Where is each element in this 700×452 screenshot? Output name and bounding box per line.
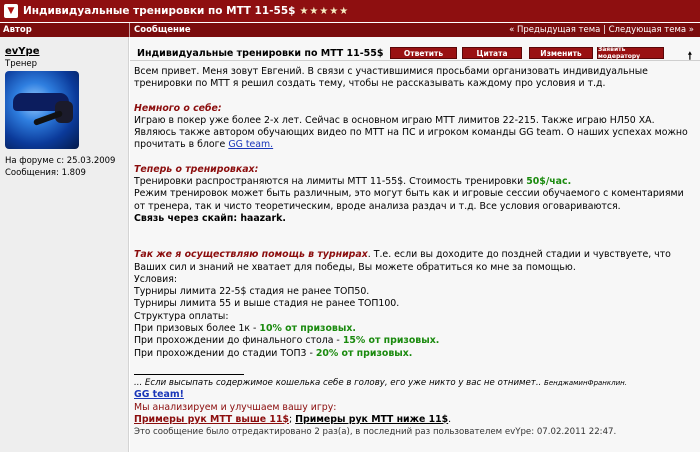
rating-stars: ★★★★★ xyxy=(299,5,350,17)
analyze-text: Мы анализируем и улучшаем вашу игру: xyxy=(134,401,337,413)
topic-title-bar xyxy=(0,0,700,22)
author-name[interactable]: evYpe xyxy=(5,46,40,57)
column-header-bar xyxy=(0,23,700,37)
edit-button[interactable]: Изменить xyxy=(529,47,593,59)
next-topic-link[interactable]: Следующая тема » xyxy=(608,25,694,35)
avatar xyxy=(5,71,79,149)
payout-3-value: 20% от призовых. xyxy=(315,347,413,359)
payout-3-text: При прохождении до стадии ТОП3 - xyxy=(134,347,316,359)
author-post-count: Сообщения: 1.809 xyxy=(5,168,86,178)
examples-separator: ; xyxy=(289,413,296,425)
skype-contact: Связь через скайп: haazark. xyxy=(134,212,286,224)
report-moderator-button[interactable]: Заявить модератору xyxy=(597,47,664,59)
training-heading: Теперь о тренировках: xyxy=(134,163,259,175)
post-content-area xyxy=(130,37,700,452)
down-arrow-icon[interactable]: ▼ xyxy=(4,4,18,18)
training-price-line xyxy=(134,176,696,188)
examples-below-link[interactable]: Примеры рук МТТ ниже 11$ xyxy=(295,413,449,425)
up-arrow-icon[interactable]: 🠕 xyxy=(687,51,692,62)
gg-team-blog-link[interactable]: GG team. xyxy=(228,139,274,151)
prev-topic-link[interactable]: « Предыдущая тема xyxy=(509,25,601,35)
topic-title: Индивидуальные тренировки по МТТ 11-55$ xyxy=(23,5,296,17)
author-joined: На форуме с: 25.03.2009 xyxy=(5,156,116,166)
topic-navigation xyxy=(509,25,694,35)
author-panel xyxy=(0,37,129,452)
condition-2: Турниры лимита 55 и выше стадия не ранее ТОП100. xyxy=(134,298,400,310)
gg-team-link[interactable]: GG team! xyxy=(134,389,184,401)
intro-paragraph: Всем привет. Меня зовут Евгений. В связи с участившимися просьбами организовать индивидуальные тренировки по МТТ я решил создать тему, чтобы не рассказывать каждому про условия и т.д. xyxy=(134,66,648,90)
about-heading: Немного о себе: xyxy=(134,102,222,114)
post-title: Индивидуальные тренировки по МТТ 11-55$ xyxy=(137,48,384,59)
nav-separator: | xyxy=(603,25,606,35)
tournament-text: . Т.е. если вы доходите до поздней стадии и чувствуете, что Ваших сил и знаний не хватает для победы, Вы можете обратиться ко мне за помощью. xyxy=(134,249,671,273)
payout-1-text: При призовых более 1к - xyxy=(134,323,260,335)
signature-divider xyxy=(134,374,244,375)
author-role: Тренер xyxy=(5,59,37,69)
payout-1-value: 10% от призовых. xyxy=(259,323,356,335)
quote-button[interactable]: Цитата xyxy=(462,47,522,59)
examples-end: . xyxy=(448,413,452,425)
column-divider xyxy=(129,23,130,37)
payout-1 xyxy=(134,323,696,335)
reply-button[interactable]: Ответить xyxy=(390,47,457,59)
condition-1: Турниры лимита 22-5$ стадия не ранее ТОП50. xyxy=(134,286,370,298)
quote-text: ... Если высыпать содержимое кошелька себе в голову, его уже никто у вас не отнимет.. xyxy=(134,377,542,388)
tournament-heading: Так же я осуществляю помощь в турнирах xyxy=(134,249,368,261)
author-column-header: Автор xyxy=(3,25,32,35)
post-body xyxy=(134,66,696,438)
about-text: Играю в покер уже более 2-х лет. Сейчас в основном играю МТТ лимитов 22-215. Также играю НЛ50 ХА. Являюсь также автором обучающих видео по МТТ на ПС и игроком команды GG team. О наших успехах можно прочитать в блоге xyxy=(134,114,688,151)
payout-structure-label: Структура оплаты: xyxy=(134,310,229,322)
signature-quote xyxy=(134,377,696,389)
payout-3 xyxy=(134,348,696,360)
payout-2-text: При прохождении до финального стола - xyxy=(134,335,343,347)
edited-note: Это сообщение было отредактировано 2 раз(а), в последний раз пользователем evYpe: 07.02.2011 22:47. xyxy=(134,427,617,438)
tournament-paragraph xyxy=(134,249,696,274)
payout-2-value: 15% от призовых. xyxy=(342,335,440,347)
about-paragraph xyxy=(134,115,696,152)
message-column-header: Сообщение xyxy=(134,25,191,35)
conditions-label: Условия: xyxy=(134,273,178,285)
training-text: Тренировки распространяются на лимиты МТТ 11-55$. Стоимость тренировки xyxy=(134,176,527,188)
hand-examples-line xyxy=(134,414,696,426)
training-price: 50$/час. xyxy=(526,176,572,188)
payout-2 xyxy=(134,335,696,347)
training-mode-text: Режим тренировок может быть различным, это могут быть как и игровые сессии обучаемого с коментариями от тренера, так и чисто теоретическим, вроде анализа раздач и т.д. Все условия оговариваются. xyxy=(134,188,684,212)
examples-above-link[interactable]: Примеры рук МТТ выше 11$ xyxy=(134,413,289,425)
quote-author: БенджаминФранклин. xyxy=(544,378,627,387)
